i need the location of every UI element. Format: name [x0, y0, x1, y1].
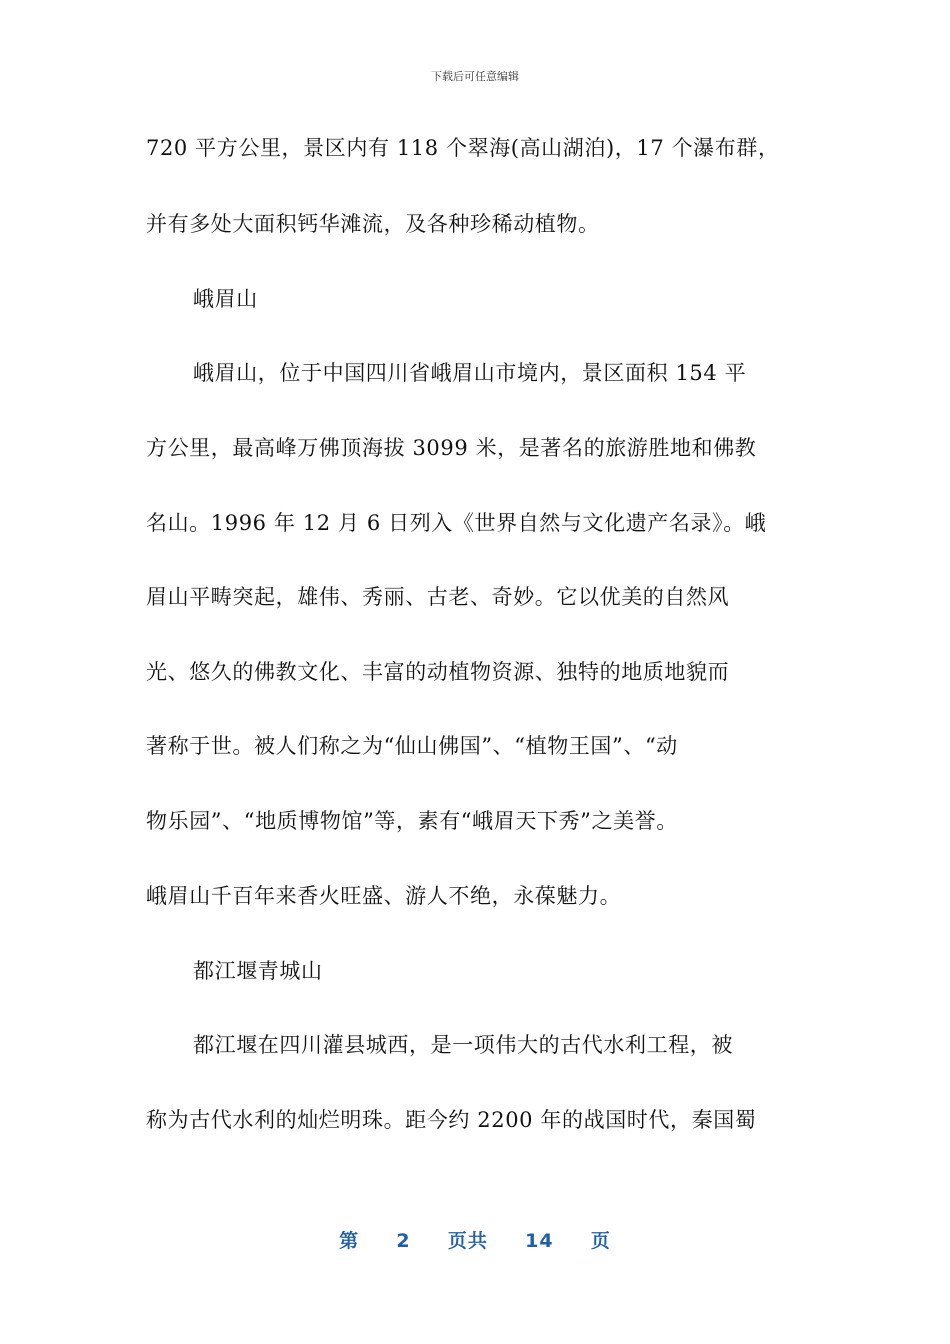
section-heading: 都江堰青城山 [193, 959, 323, 983]
text-line: 峨眉山，位于中国四川省峨眉山市境内，景区面积 154 平 [193, 361, 747, 385]
page-header: 下载后可任意编辑 [431, 70, 519, 83]
text-line: 峨眉山千百年来香火旺盛、游人不绝，永葆魅力。 [146, 884, 622, 908]
text-line: 眉山平畴突起，雄伟、秀丽、古老、奇妙。它以优美的自然风 [146, 585, 730, 609]
text-line: 方公里，最高峰万佛顶海拔 3099 米，是著名的旅游胜地和佛教 [146, 436, 757, 460]
text-line: 名山。1996 年 12 月 6 日列入《世界自然与文化遗产名录》。峨 [146, 511, 767, 535]
footer-prefix: 第 [339, 1230, 360, 1252]
text-line: 称为古代水利的灿烂明珠。距今约 2200 年的战国时代，秦国蜀 [146, 1108, 757, 1132]
current-page-number: 2 [396, 1230, 411, 1252]
footer-middle: 页共 [447, 1230, 488, 1252]
text-line: 都江堰在四川灌县城西，是一项伟大的古代水利工程，被 [193, 1033, 733, 1057]
text-line: 720 平方公里，景区内有 118 个翠海(高山湖泊)，17 个瀑布群， [146, 136, 780, 160]
section-heading: 峨眉山 [193, 287, 258, 311]
text-line: 物乐园”、“地质博物馆”等，素有“峨眉天下秀”之美誉。 [146, 809, 678, 833]
text-line: 并有多处大面积钙华滩流，及各种珍稀动植物。 [146, 212, 600, 236]
text-line: 光、悠久的佛教文化、丰富的动植物资源、独特的地质地貌而 [146, 660, 730, 684]
footer-suffix: 页 [590, 1230, 611, 1252]
text-line: 著称于世。被人们称之为“仙山佛国”、“植物王国”、“动 [146, 734, 678, 758]
page-footer [0, 1226, 950, 1253]
total-page-count: 14 [525, 1230, 554, 1252]
